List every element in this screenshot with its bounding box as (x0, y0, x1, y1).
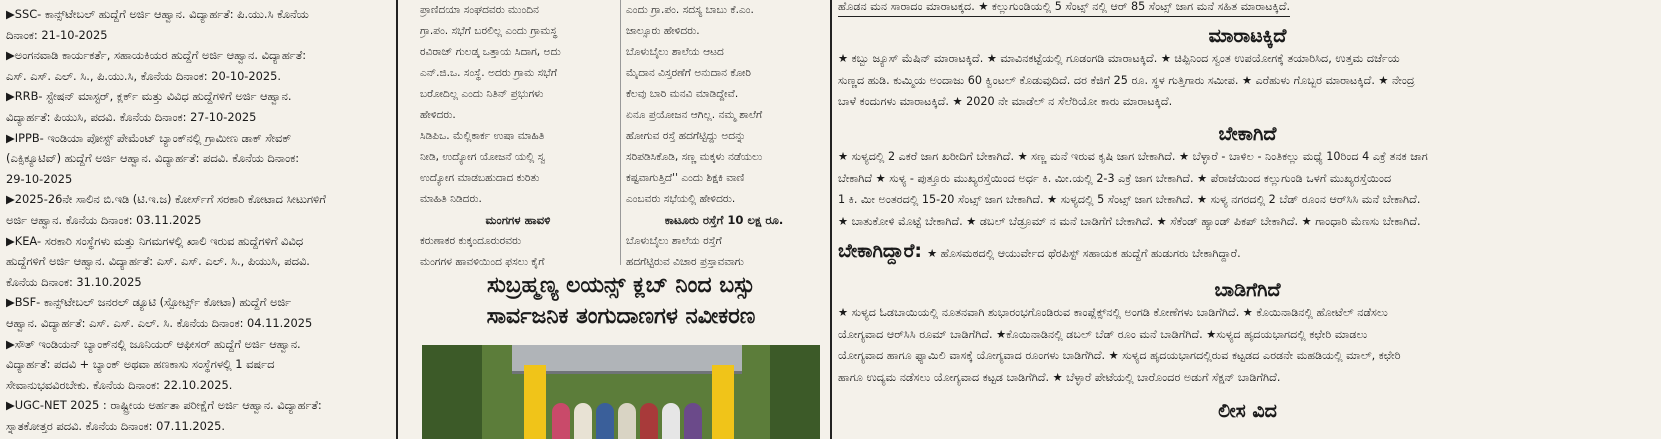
classified-top-line: ಹೊಡನ ಮನ ಸಾರಾದಂ ಮಾರಾಟಕ್ಕದ. ★ ಕಲ್ಲುಗುಂಡಿಯಲ್ಲಿ 5 ಸೆಂಟ್ಸ್ ನಲ್ಲಿ ಆರ್ 85 ಸೆಂಟ್ಸ್ ಜಾಗ ಮನೆ ಸಹಿತ ಮಾರಾಟಕ್ಕಿದೆ. (838, 0, 1290, 17)
jobs-column (0, 0, 398, 439)
article-headline (420, 270, 822, 332)
text-line: ಬೇಕಾಗಿದೆ ★ ಸುಳ್ಯ - ಪುತ್ತೂರು ಮುಖ್ಯರಸ್ತೆಯಿಂದ ಅರ್ಧ ಕಿ. ಮೀ.ಯಲ್ಲಿ 2-3 ಎಕ್ರೆ ಜಾಗ ಬೇಕಾಗಿದೆ. ★ ಪೆರಾಜೆಯಿಂದ ಕಲ್ಲುಗುಂಡಿ ಒಳಗೆ ಮುಖ್ಯರಸ್ತೆಯಿಂದ (838, 171, 1392, 185)
article-line: ಮಂಗಗಳ ಹಾವಳಿಯಿಂದ ಫಸಲು ಕೈಗೆ (420, 256, 545, 268)
for-sale-body (838, 48, 1657, 113)
text-line: ▶2025-26ನೇ ಸಾಲಿನ ಬಿ.ಇಡಿ (ಟಿ.ಇ.ಜ) ಕೋರ್ಸ್‌ಗೆ ಸರಕಾರಿ ಕೋಟಾದ ಸೀಟುಗಳಿಗೆ (6, 192, 326, 207)
wanted-title: ಬೇಕಾಗಿದೆ (1218, 123, 1277, 145)
news-column (420, 0, 822, 439)
text-line: ದಿನಾಂಕ: 21-10-2025 (6, 27, 108, 42)
staff-wanted-text: ★ ಹೊಸಮಠದಲ್ಲಿ ಆಯುರ್ವೇದ ಥೆರಪಿಸ್ಟ್ ಸಹಾಯಕ ಹುದ್ದೆಗೆ ಹುಡುಗರು ಬೇಕಾಗಿದ್ದಾರೆ. (927, 247, 1241, 260)
text-line: ಎಸ್. ಎಸ್. ಎಲ್. ಸಿ., ಪಿ.ಯು.ಸಿ, ಕೊನೆಯ ದಿನಾಂಕ: 20-10-2025. (6, 68, 282, 83)
article-line: ಕೆಲವು ಬಾರಿ ಮನವಿ ಮಾಡಿದ್ದೇವೆ. (626, 88, 739, 100)
text-line: ಹುದ್ದೆಗಳಿಗೆ ಅರ್ಜಿ ಆಹ್ವಾನ. ವಿದ್ಯಾರ್ಹತೆ: ಎಸ್. ಎಸ್. ಎಲ್. ಸಿ., ಪಿಯುಸಿ, ಪದವಿ. (6, 254, 310, 269)
text-line: ಕೊನೆಯ ದಿನಾಂಕ: 31.10.2025 (6, 274, 142, 289)
lease-title: ಲೀಸ ವಿದ (1218, 400, 1277, 422)
article-line: ಹದಗೆಟ್ಟಿರುವ ವಿಚಾರ ಪ್ರಸ್ತಾವವಾಗು (626, 256, 744, 268)
text-line: ▶SSC- ಕಾನ್ಸ್‌ಟೇಬಲ್ ಹುದ್ದೆಗೆ ಅರ್ಜಿ ಆಹ್ವಾನ. ವಿದ್ಯಾರ್ಹತೆ: ಪಿ.ಯು.ಸಿ ಕೊನೆಯ (6, 7, 309, 21)
article-line: ನೀಡಿ, ಉದ್ಯೋಗ ಯೋಜನೆ ಯಲ್ಲಿ ಸ್ವ (420, 151, 546, 163)
text-line: ಯೋಗ್ಯವಾದ ಹಾಗೂ ಫ್ಯಾಮಿಲಿ ವಾಸಕ್ಕೆ ಯೋಗ್ಯವಾದ ರೂಂಗಳು ಬಾಡಿಗೆಗಿದೆ. ★ ಸುಳ್ಯದ ಹೃದಯಭಾಗದಲ್ಲಿರುವ ಕಟ್ಟಡದ ಎರಡನೇ ಮಹಡಿಯಲ್ಲಿ ಮಾಲ್, ಕಛೇರಿ (838, 349, 1401, 362)
text-line: ▶UGC-NET 2025 : ರಾಷ್ಟ್ರೀಯ ಅರ್ಹತಾ ಪರೀಕ್ಷೆಗೆ ಅರ್ಜಿ ಆಹ್ವಾನ. ವಿದ್ಯಾರ್ಹತೆ: (6, 398, 322, 413)
article-line: ಎಂದು ಗ್ರಾ.ಪಂ. ಸದಸ್ಯ ಬಾಬು ಕೆ.ಎಂ. (626, 4, 754, 16)
article-line: ಬರೋದಿಲ್ಲ ಎಂದು ನಿತಿನ್ ಪ್ರಭುಗಳು (420, 88, 544, 100)
article-line: ಕಷ್ಟವಾಗುತ್ತಿದೆ'' ಎಂದು ಶಿಕ್ಷಕಿ ವಾಣಿ (626, 172, 745, 184)
column-divider (620, 0, 621, 265)
article-line: ಹೇಳಿದರು. (420, 109, 456, 121)
text-line: ಅರ್ಜಿ ಆಹ್ವಾನ. ಕೊನೆಯ ದಿನಾಂಕ: 03.11.2025 (6, 212, 202, 227)
for-rent-title: ಬಾಡಿಗೆಗಿದೆ (1214, 279, 1281, 301)
text-line: 29-10-2025 (6, 171, 73, 186)
text-line: (ಎಕ್ಸಿಕ್ಯೂಟಿವ್) ಹುದ್ದೆಗೆ ಅರ್ಜಿ ಆಹ್ವಾನ. ವಿದ್ಯಾರ್ಹತೆ: ಪದವಿ. ಕೊನೆಯ ದಿನಾಂಕ: (6, 151, 300, 166)
article-line: ಬೊಳುಬೈಲು ಶಾಲೆಯ ರಸ್ತೆಗೆ (626, 235, 722, 247)
for-rent-body (838, 302, 1657, 388)
text-line: ★ ಕಬ್ಬು ಜ್ಯೂಸ್ ಮೆಷಿನ್ ಮಾರಾಟಕ್ಕಿದೆ. ★ ಮಾವಿನಕಟ್ಟೆಯಲ್ಲಿ ಗೂಡಂಗಡಿ ಮಾರಾಟಕ್ಕಿದೆ. ★ ಚಿಪ್ಪಿನಿಂದ ಸ್ವಂತ ಉಪಯೋಗಕ್ಕೆ ತಯಾರಿಸಿದ, ಉತ್ತಮ ದರ್ಜೆಯ (838, 52, 1400, 65)
for-rent-section (838, 278, 1657, 388)
article-line: ಏನೂ ಪ್ರಯೋಜನ ಆಗಿಲ್ಲ. ನಮ್ಮ ಶಾಲೆಗೆ (626, 109, 763, 121)
article-line: ಜಾಲ್ಸೂರು ಹೇಳಿದರು. (626, 25, 700, 37)
article-line: ರವಿರಾಜ್ ಗುಲಡ್ಕ ಒತ್ತಾಯ ಸಿದಾಗ, ಅದು (420, 46, 561, 58)
text-line: 1 ಕಿ. ಮೀ ಅಂತರದಲ್ಲಿ 15-20 ಸೆಂಟ್ಸ್ ಜಾಗ ಬೇಕಾಗಿದೆ. ★ ಸುಳ್ಯದಲ್ಲಿ 5 ಸೆಂಟ್ಸ್ ಜಾಗ ಬೇಕಾಗಿದೆ. ★ ಸುಳ್ಯ ನಗರದಲ್ಲಿ 2 ಬೆಡ್ ರೂಂನ ಆರ್‌ಸಿಸಿ ಮನೆ ಬೇಕಾಗಿದೆ. (838, 193, 1421, 206)
article-column-a (420, 0, 616, 273)
article-line: ಗ್ರಾ.ಪಂ. ಸಭೆಗೆ ಬರಲಿಲ್ಲ ಎಂದು ಗ್ರಾಮಸ್ಥ (420, 25, 558, 37)
text-line: ▶ಸೌತ್ ಇಂಡಿಯನ್ ಬ್ಯಾಂಕ್‌ನಲ್ಲಿ ಜೂನಿಯರ್ ಆಫೀಸರ್ ಹುದ್ದೆಗೆ ಅರ್ಜಿ ಆಹ್ವಾನ. (6, 336, 301, 351)
bus-shelter-photo (422, 345, 820, 439)
text-line: ಸೇವಾನುಭವವಿರಬೇಕು. ಕೊನೆಯ ದಿನಾಂಕ: 22.10.2025. (6, 377, 233, 392)
text-line: ★ ಸುಳ್ಯದ ಓಡಬಾಯಿಯಲ್ಲಿ ನೂತನವಾಗಿ ಶುಭಾರಂಭಗೊಂಡಿರುವ ಕಾಂಪ್ಲೆಕ್ಸ್‌ನಲ್ಲಿ ಅಂಗಡಿ ಕೋಣೆಗಳು ಬಾಡಿಗೆಗಿದೆ. ★ ಕೊಯಿನಾಡಿನಲ್ಲಿ ಹೋಟೆಲ್ ನಡೆಸಲು (838, 306, 1388, 319)
wanted-body (838, 146, 1657, 232)
for-sale-section (838, 24, 1657, 113)
wanted-section (838, 122, 1657, 232)
text-line: ಸ್ನಾತಕೋತ್ತರ ಪದವಿ. ಕೊನೆಯ ದಿನಾಂಕ: 07.11.2025. (6, 418, 225, 433)
article-line: ಮಾಹಿತಿ ನಿಡಿದರು. (420, 193, 482, 205)
text-line: ▶BSF- ಕಾನ್ಸ್‌ಟೇಬಲ್ ಜನರಲ್ ಡ್ಯೂಟಿ (ಸ್ಪೋರ್ಟ್ಸ್ ಕೋಟಾ) ಹುದ್ದೆಗೆ ಅರ್ಜಿ (6, 295, 292, 310)
headline-line-1: ಸುಬ್ರಹ್ಮಣ್ಯ ಲಯನ್ಸ್ ಕ್ಲಬ್ ನಿಂದ ಬಸ್ಸು (487, 273, 755, 298)
text-line: ▶KEA- ಸರಕಾರಿ ಸಂಸ್ಥೆಗಳು ಮತ್ತು ನಿಗಮಗಳಲ್ಲಿ ಖಾಲಿ ಇರುವ ಹುದ್ದೆಗಳಿಗೆ ವಿವಿಧ (6, 233, 304, 248)
article-line: ಪ್ರಾಣಿದಯಾ ಸಂಘದವರು ಮುಂದಿನ (420, 4, 539, 16)
text-line: ಬಾಳೆ ಕಂದುಗಳು ಮಾರಾಟಕ್ಕಿದೆ. ★ 2020 ನೇ ಮಾಡೆಲ್ ನ ಸೆಲೆರಿಯೋ ಕಾರು ಮಾರಾಟಕ್ಕಿದೆ. (838, 95, 1173, 108)
subheading: ಮಂಗಗಳ ಹಾವಳಿ (485, 213, 551, 227)
text-line: ▶IPPB- ಇಂಡಿಯಾ ಪೋಸ್ಟ್ ಪೇಮೆಂಟ್ ಬ್ಯಾಂಕ್‌ನಲ್ಲಿ ಗ್ರಾಮೀಣ ಡಾಕ್ ಸೇವಕ್ (6, 130, 292, 145)
article-line: ಎನ್.ಜಿ.ಒ. ಸಂಸ್ಥೆ. ಅದರು ಗ್ರಾಮ ಸಭೆಗೆ (420, 67, 557, 79)
text-line: ವಿದ್ಯಾರ್ಹತೆ: ಪದವಿ + ಬ್ಯಾಂಕ್ ಅಥವಾ ಹಣಕಾಸು ಸಂಸ್ಥೆಗಳಲ್ಲಿ 1 ವರ್ಷದ (6, 357, 275, 372)
text-line: ▶RRB- ಸ್ಟೇಷನ್ ಮಾಸ್ಟರ್, ಕ್ಲರ್ಕ್ ಮತ್ತು ವಿವಿಧ ಹುದ್ದೆಗಳಿಗೆ ಅರ್ಜಿ ಆಹ್ವಾನ. (6, 89, 292, 104)
article-line: ಹೋಗುವ ರಸ್ತೆ ಹದಗೆಟ್ಟಿದ್ದು ಅದನ್ನು (626, 130, 746, 142)
article-line: ಮೈದಾನ ವಿಸ್ತರಣೆಗೆ ಅನುದಾನ ಕೋರಿ (626, 67, 751, 79)
text-line: ★ ಸುಳ್ಯದಲ್ಲಿ 2 ಎಕರೆ ಜಾಗ ಖರೀದಿಗೆ ಬೇಕಾಗಿದೆ. ★ ಸಣ್ಣ ಮನೆ ಇರುವ ಕೃಷಿ ಜಾಗ ಬೇಕಾಗಿದೆ. ★ ಬೆಳ್ಳಾರೆ - ಬಾಳಿಲ - ನಿಂತಿಕಲ್ಲು ಮಧ್ಯೆ 10ರಿಂದ 4 ಎಕ್ರೆ ತನಕ ಜಾಗ (838, 150, 1428, 163)
lease-section (838, 399, 1657, 423)
staff-wanted-line (838, 240, 1241, 262)
headline-line-2: ಸಾರ್ವಜನಿಕ ತಂಗುದಾಣಗಳ ನವೀಕರಣ (486, 304, 756, 329)
text-line: ಸುಣ್ಣದ ಹುಡಿ. ಕುಮ್ಮಿಯ ಅಂದಾಜು 60 ಕ್ವಿಂಟಲ್ ಕೊಡುವುದಿದೆ. ದರ ಕೆಜಿಗೆ 25 ರೂ. ಸ್ಥಳ ಗುತ್ತಿಗಾರು ಸಮೀಪ. ★ ಎರೆಹುಳು ಗೊಬ್ಬರ ಮಾರಾಟಕ್ಕಿದೆ. ★ ನೇಂದ್ರ (838, 73, 1415, 87)
text-line: ಆಹ್ವಾನ. ವಿದ್ಯಾರ್ಹತೆ: ಎಸ್. ಎಸ್. ಎಲ್. ಸಿ. ಕೊನೆಯ ದಿನಾಂಕ: 04.11.2025 (6, 315, 313, 330)
text-line: ಯೋಗ್ಯವಾದ ಆರ್‌ಸಿಸಿ ರೂಮ್ ಬಾಡಿಗೆಗಿದೆ. ★ಕೊಯಿನಾಡಿನಲ್ಲಿ ಡಬಲ್ ಬೆಡ್ ರೂಂ ಮನೆ ಬಾಡಿಗೆಗಿದೆ. ★ಸುಳ್ಯದ ಹೃದಯಭಾಗದಲ್ಲಿ ಕಛೇರಿ ಮಾಡಲು (838, 327, 1368, 341)
text-line: ವಿದ್ಯಾರ್ಹತೆ: ಪಿಯುಸಿ, ಪದವಿ. ಕೊನೆಯ ದಿನಾಂಕ: 27-10-2025 (6, 109, 257, 124)
classifieds-column (830, 0, 1661, 439)
article-line: ಸಿಡಿಪಿಒ. ಮೆಲ್ಲಿಕಾರ್ಕ ಉಷಾ ಮಾಹಿತಿ (420, 130, 545, 142)
article-line: ಎಂಬವರು ಸಭೆಯಲ್ಲಿ ಹೇಳಿದರು. (626, 193, 736, 205)
article-line: ಬೊಳುಬೈಲು ಶಾಲೆಯ ಆಟದ (626, 46, 724, 58)
subheading: ಕಾಟೂರು ರಸ್ತೆಗೆ 10 ಲಕ್ಷ ರೂ. (664, 213, 784, 227)
article-line: ಉದ್ಯೋಗ ಮಾಡಬಹುದಾದ ಕುರಿತು (420, 172, 540, 184)
text-line: ಹಾಗೂ ಉದ್ಯಮ ನಡೆಸಲು ಯೋಗ್ಯವಾದ ಕಟ್ಟಡ ಬಾಡಿಗೆಗಿದೆ. ★ ಬೆಳ್ಳಾರೆ ಪೇಟೆಯಲ್ಲಿ ಬಾರೊಂದರ ಅಡುಗೆ ಸೆಕ್ಷನ್ ಬಾಡಿಗೆಗಿದೆ. (838, 370, 1281, 384)
text-line: ★ ಬಾತುಕೋಳಿ ಮೊಟ್ಟೆ ಬೇಕಾಗಿದೆ. ★ ಡಬಲ್ ಬೆಡ್ರೂಮ್ ನ ಮನೆ ಬಾಡಿಗೆಗೆ ಬೇಕಾಗಿದೆ. ★ ಸೆಕೆಂಡ್ ಹ್ಯಾಂಡ್ ಪಿಕಪ್ ಬೇಕಾಗಿದೆ. ★ ಗಾಂಧಾರಿ ಮೆಣಸು ಬೇಕಾಗಿದೆ. (838, 214, 1421, 228)
staff-wanted-title: ಬೇಕಾಗಿದ್ದಾರೆ: (838, 240, 922, 262)
article-line: ಸರಿಪಡಿಸಿಕೊಡಿ, ಸಣ್ಣ ಮಕ್ಕಳು ನಡೆಯಲು (626, 151, 763, 163)
article-line: ಕರುಣಾಕರ ಕುಕ್ಕಂದೂರುರವರು (420, 235, 522, 247)
article-column-b (626, 0, 822, 273)
shelter-roof (512, 345, 742, 374)
for-sale-title: ಮಾರಾಟಕ್ಕಿದೆ (1208, 25, 1287, 47)
text-line: ▶ಅಂಗನವಾಡಿ ಕಾರ್ಯಕರ್ತೆ, ಸಹಾಯಕಿಯರ ಹುದ್ದೆಗೆ ಅರ್ಜಿ ಆಹ್ವಾನ. ವಿದ್ಯಾರ್ಹತೆ: (6, 48, 307, 63)
